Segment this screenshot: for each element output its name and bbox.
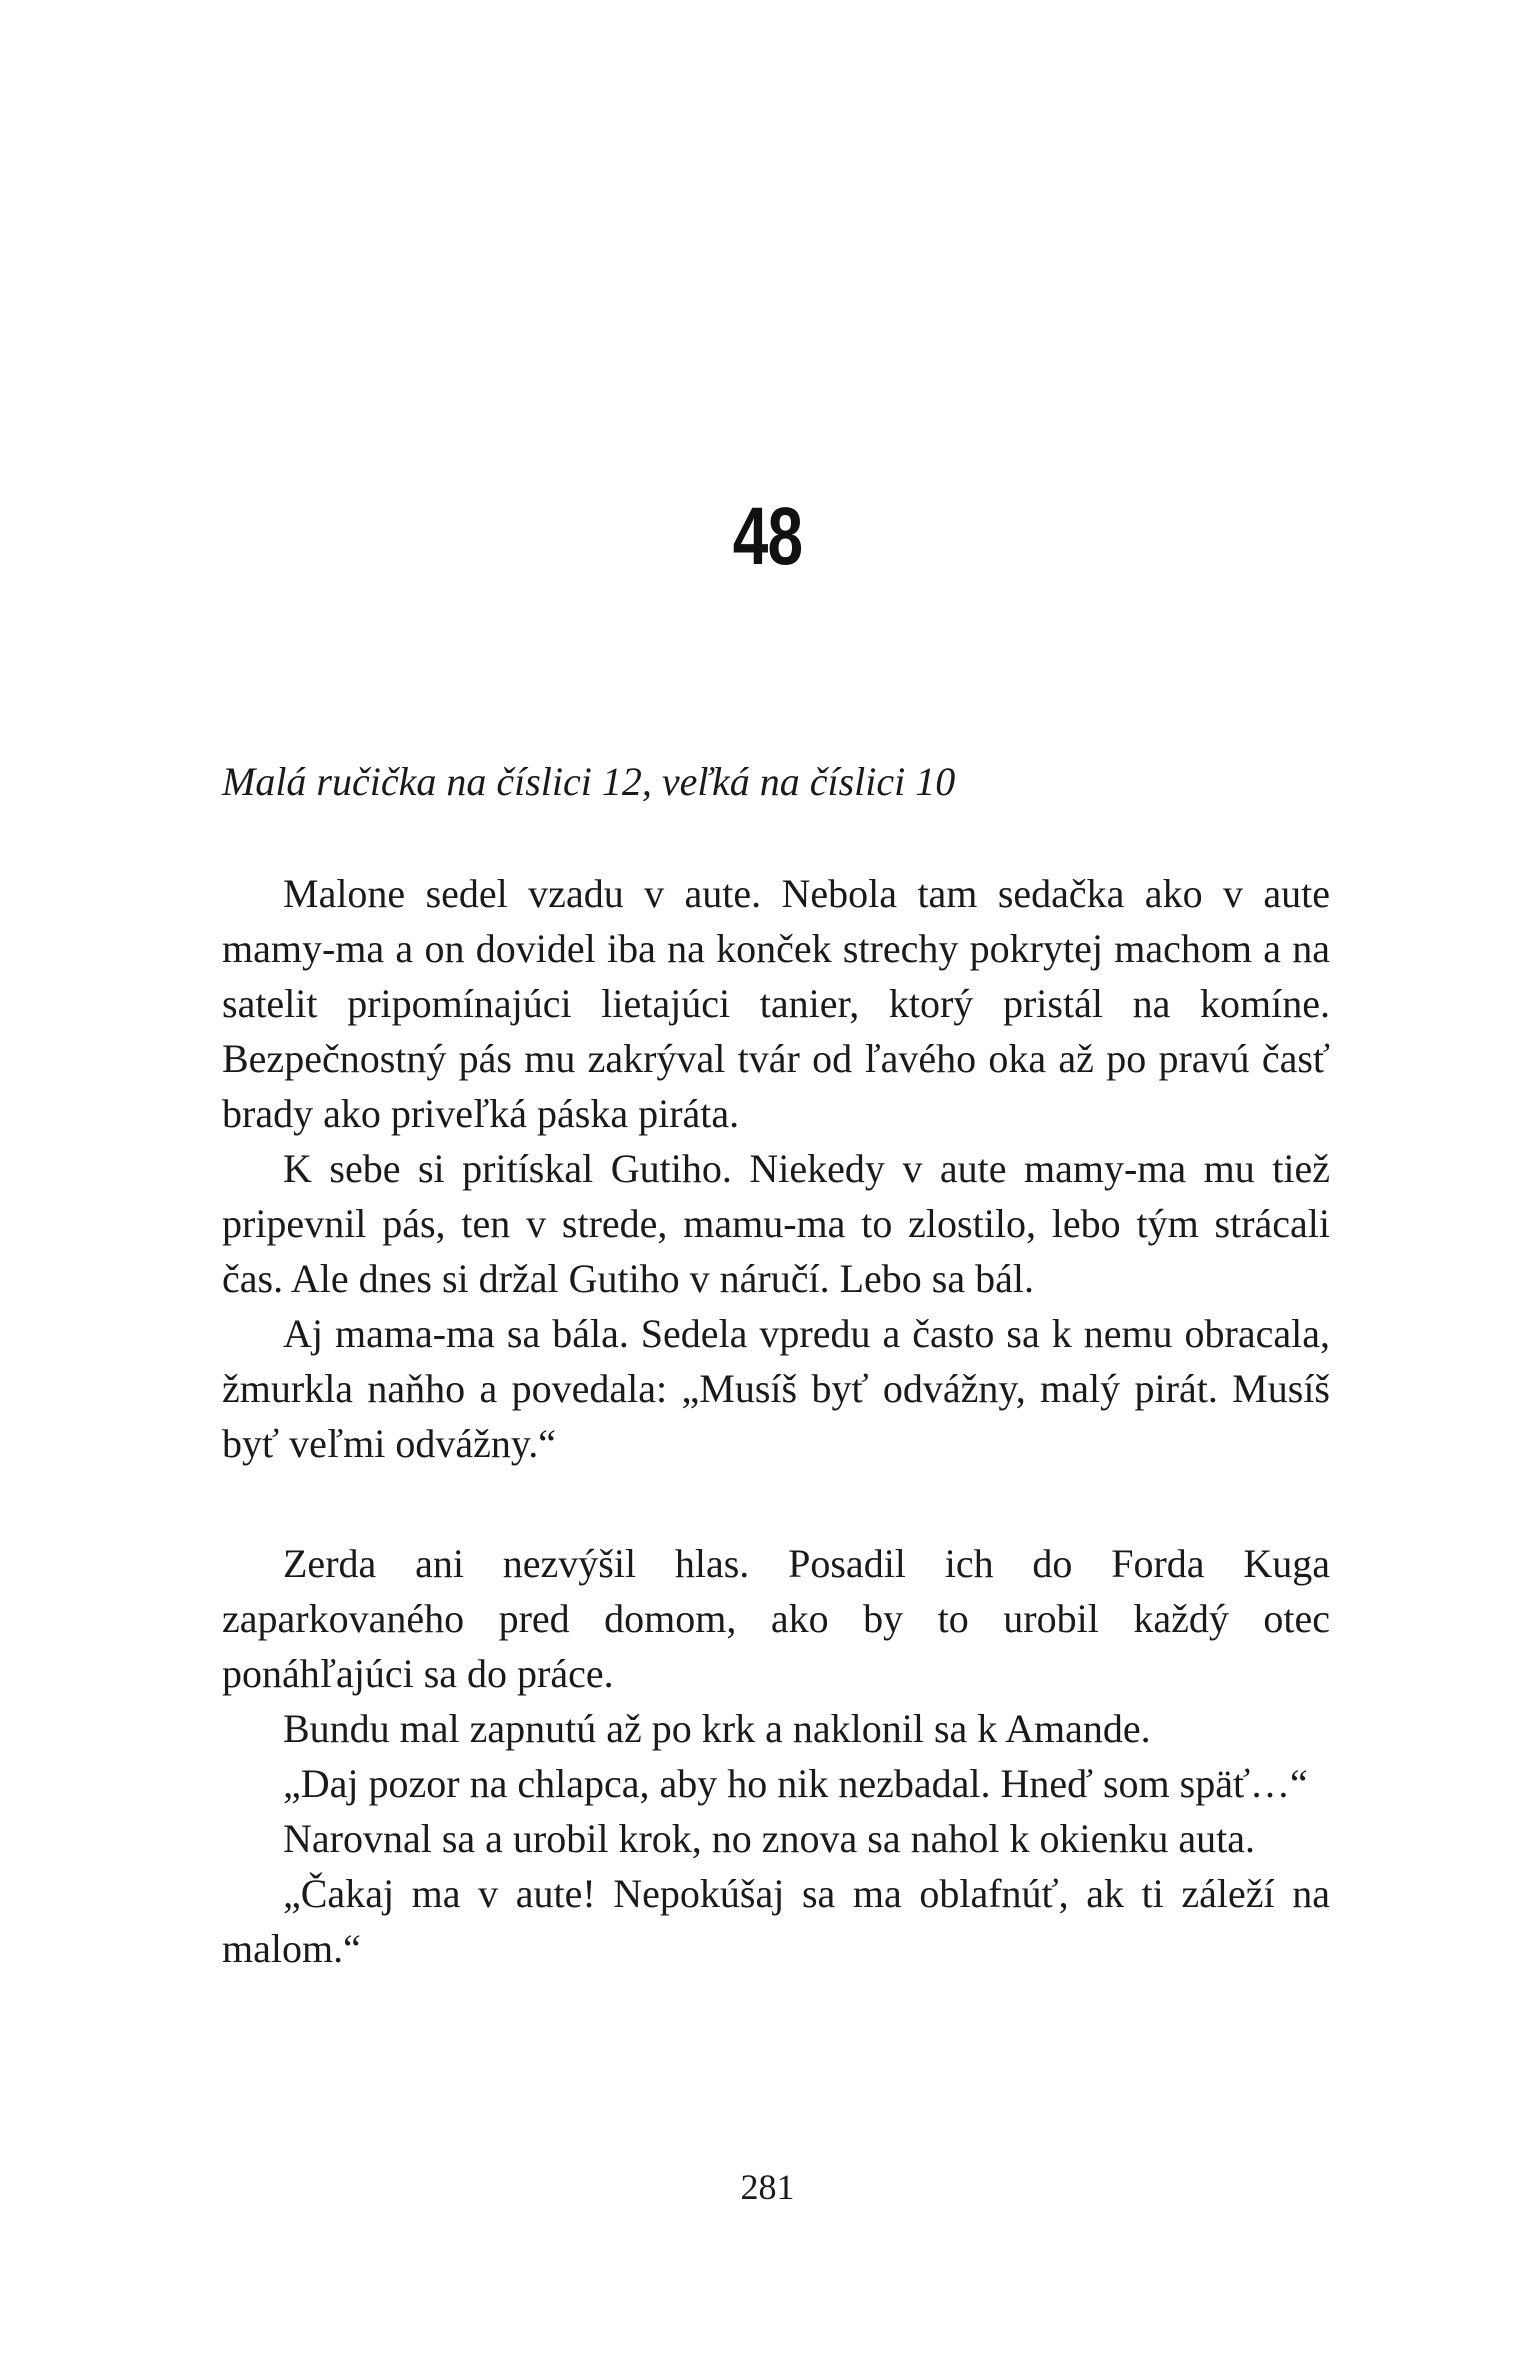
text-section-2	[222, 1536, 1330, 1976]
paragraph: Bundu mal zapnutú až po krk a naklonil sa k Amande.	[283, 1706, 1151, 1751]
paragraph: Aj mama-ma sa bála. Sedela vpredu a často sa k nemu obracala, žmurkla naňho a povedala: „Musíš byť odvážny, malý pirát. Musíš byť veľmi odvážny.“	[222, 1311, 1330, 1466]
paragraph: K sebe si pritískal Gutiho. Niekedy v aute mamy-ma mu tiež pripevnil pás, ten v strede, mamu-ma to zlostilo, lebo tým strácali čas. Ale dnes si držal Gutiho v náručí. Lebo sa bál.	[222, 1146, 1330, 1301]
page-number: 281	[740, 2167, 795, 2207]
paragraph: „Čakaj ma v aute! Nepokúšaj sa ma oblafnúť, ak ti záleží na malom.“	[222, 1871, 1330, 1971]
epigraph-text: Malá ručička na číslici 12, veľká na číslici 10	[222, 759, 956, 804]
epigraph	[222, 754, 1330, 809]
text-section-1	[222, 866, 1330, 1471]
paragraph: Zerda ani nezvýšil hlas. Posadil ich do Forda Kuga zaparkovaného pred domom, ako by to urobil každý otec ponáhľajúci sa do práce.	[222, 1541, 1330, 1696]
paragraph: Narovnal sa a urobil krok, no znova sa nahol k okienku auta.	[283, 1816, 1255, 1861]
chapter-number: 48	[732, 491, 803, 582]
paragraph: „Daj pozor na chlapca, aby ho nik nezbadal. Hneď som späť…“	[283, 1761, 1308, 1806]
paragraph: Malone sedel vzadu v aute. Nebola tam sedačka ako v aute mamy-ma a on dovidel iba na konček strechy pokrytej machom a na satelit pripomínajúci lietajúci tanier, ktorý pristál na komíne. Bezpečnostný pás mu zakrýval tvár od ľavého oka až po pravú časť brady ako priveľká páska piráta.	[222, 871, 1330, 1136]
